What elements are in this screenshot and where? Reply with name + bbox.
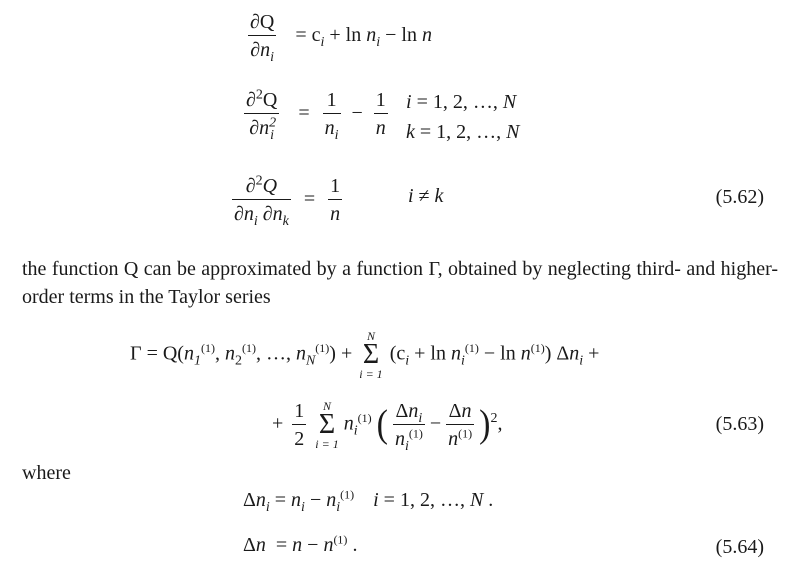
equation-delta-ni: $\Delta n_i = n_i - n_i^{(1)}$ i = 1, 2, …, N . (243, 487, 494, 515)
summation-symbol-2: N Σ i = 1 (315, 399, 339, 451)
body-paragraph: the function Q can be approximated by a function Γ, obtained by neglecting third- and higher-order terms in the Taylor series (22, 258, 778, 308)
fraction-dq-dni: $\frac{\partial Q}{\partial n_i}$ (250, 11, 275, 65)
equation-delta-n: $\Delta n = n - n^{(1)}$ . (243, 532, 358, 556)
equation-gamma-line2: + $\frac{1}{2}$ N Σ i = 1 $n_i^{(1)}$ ( $\frac{\Delta n_i}{n_i^{(1)}}$ − $\frac{\Delta n}{n^{(1)}}$ )$^2$, (272, 399, 503, 454)
equation-second-partial-ni: $\frac{\partial^2Q}{\partial n^2_i}$ = $\frac{1}{n_i}$ − $\frac{1}{n}$ (246, 87, 386, 143)
equation-gamma-line1: $\Gamma = Q(n_1^{(1)}$, $n_2^{(1)}$, …, $n_N^{(1)}$) + N Σ i = 1 $(c_i + \ln n_i^{(1)} - \ln n^{(1)}) \Delta n_i$ + (130, 329, 600, 381)
equation-number-5-62: (5.62) (715, 186, 764, 208)
equation-partial-q-ni: $\frac{\partial Q}{\partial n_i}$ = $c_i + \ln n_i - \ln n$ (250, 11, 432, 65)
equation-mixed-partial: $\frac{\partial^2Q}{\partial n_i \partial n_k}$ = $\frac{1}{n}$ (234, 173, 341, 229)
fraction-d2q-dni-dnk: $\frac{\partial^2Q}{\partial n_i \partial n_k}$ (234, 173, 289, 229)
equation-number-5-64: (5.64) (715, 536, 764, 558)
condition-i-neq-k: i ≠ k (408, 185, 444, 207)
summation-symbol: N Σ i = 1 (359, 329, 383, 381)
where-label: where (22, 462, 71, 484)
equation-number-5-63: (5.63) (715, 413, 764, 435)
condition-k-range: k = 1, 2, …, N (406, 121, 520, 143)
condition-i-range: i = 1, 2, …, N (406, 91, 517, 113)
fraction-d2q-dni2: $\frac{\partial^2Q}{\partial n^2_i}$ (246, 87, 278, 143)
